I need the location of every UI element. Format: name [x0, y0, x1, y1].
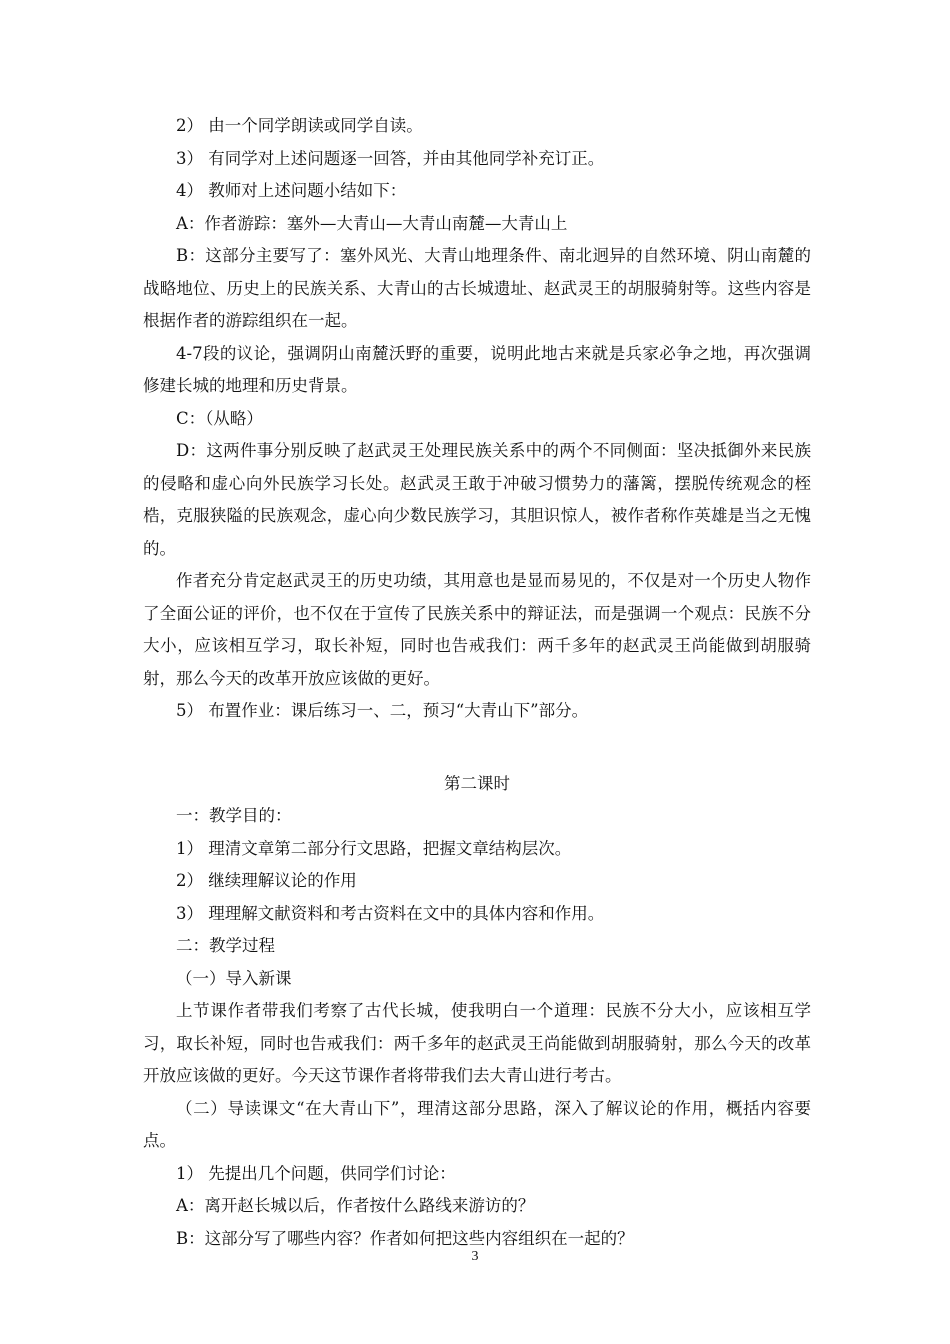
paragraph: 4-7段的议论，强调阴山南麓沃野的重要，说明此地古来就是兵家必争之地，再次强调修建长城的地理和历史背景。 [143, 343, 811, 395]
paragraph: 4） 教师对上述问题小结如下： [176, 181, 407, 200]
paragraph: 一：教学目的： [176, 806, 292, 825]
paragraph: 2） 继续理解议论的作用 [176, 871, 357, 890]
paragraph: 3） 理理解文献资料和考古资料在文中的具体内容和作用。 [176, 903, 605, 923]
page-number: 3 [471, 1249, 479, 1264]
section-title: 第二课时 [444, 773, 510, 793]
paragraph: B：这部分主要写了：塞外风光、大青山地理条件、南北迥异的自然环境、阴山南麓的战略地位、历史上的民族关系、大青山的古长城遗址、赵武灵王的胡服骑射等。这些内容是根据作者的游踪组织在一起。 [143, 246, 811, 330]
paragraph: A：作者游踪：塞外—大青山—大青山南麓—大青山上 [176, 213, 568, 233]
paragraph: 作者充分肯定赵武灵王的历史功绩，其用意也是显而易见的，不仅是对一个历史人物作了全面公证的评价，也不仅在于宣传了民族关系中的辩证法，而是强调一个观点：民族不分大小，应该相互学习，取长补短，同时也告戒我们：两千多年的赵武灵王尚能做到胡服骑射，那么今天的改革开放应该做的更好。 [143, 571, 811, 688]
paragraph: 3） 有同学对上述问题逐一回答，并由其他同学补充订正。 [176, 148, 605, 168]
paragraph: （一）导入新课 [176, 968, 292, 988]
paragraph: （二）导读课文“在大青山下”，理清这部分思路，深入了解议论的作用，概括内容要点。 [143, 1098, 811, 1150]
paragraph: 1） 理清文章第二部分行文思路，把握文章结构层次。 [176, 838, 572, 858]
paragraph: C：（从略） [176, 408, 263, 428]
paragraph: D：这两件事分别反映了赵武灵王处理民族关系中的两个不同侧面：坚决抵御外来民族的侵略和虚心向外民族学习长处。赵武灵王敢于冲破习惯势力的藩篱，摆脱传统观念的桎梏，克服狭隘的民族观念，虚心向少数民族学习，其胆识惊人，被作者称作英雄是当之无愧的。 [143, 441, 811, 558]
paragraph: A：离开赵长城以后，作者按什么路线来游访的？ [176, 1196, 535, 1215]
paragraph: 二：教学过程 [176, 936, 275, 955]
paragraph: 上节课作者带我们考察了古代长城，使我明白一个道理：民族不分大小，应该相互学习，取长补短，同时也告戒我们：两千多年的赵武灵王尚能做到胡服骑射，那么今天的改革开放应该做的更好。今天这节课作者将带我们去大青山进行考古。 [143, 1001, 811, 1085]
paragraph: 5） 布置作业：课后练习一、二，预习“大青山下”部分。 [176, 701, 589, 720]
document-body [143, 110, 811, 1255]
paragraph: B：这部分写了哪些内容？作者如何把这些内容组织在一起的？ [176, 1228, 634, 1248]
section-spacer [143, 728, 811, 768]
paragraph: 2） 由一个同学朗读或同学自读。 [176, 116, 423, 135]
paragraph: 1） 先提出几个问题，供同学们讨论： [176, 1163, 456, 1183]
